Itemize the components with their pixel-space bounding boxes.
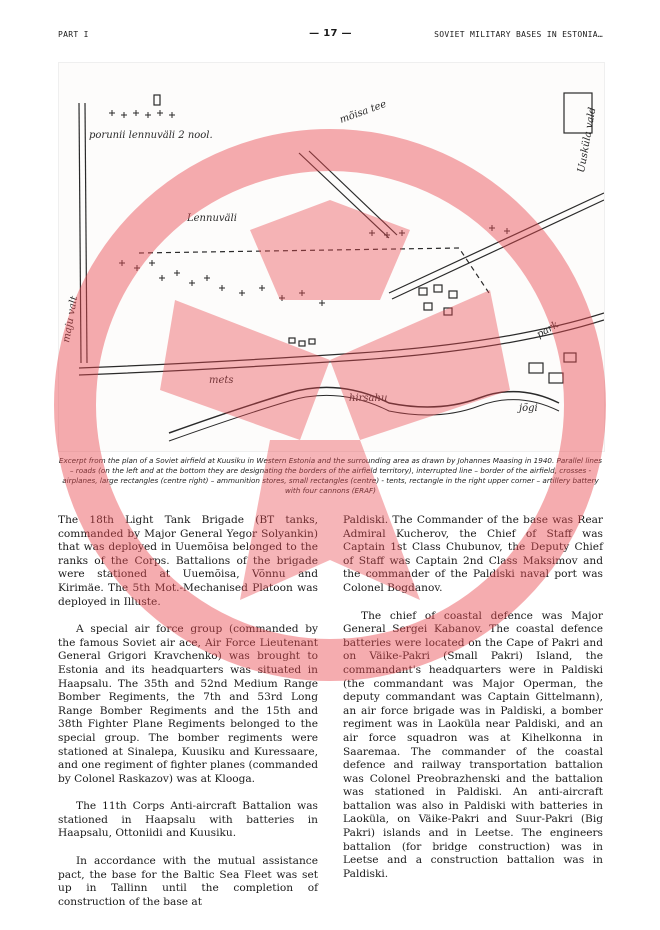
hand-drawn-map [59, 63, 604, 451]
page-number: — 17 — [309, 28, 352, 39]
map-label-poruni: porunii lennuväli 2 nool. [89, 130, 213, 141]
map-label-park: park [535, 319, 561, 341]
map-label-lennuvali: Lennuväli [187, 213, 237, 224]
paragraph: A special air force group (commanded by the famous Soviet air ace, Air Force Lieutenant General Grigori Kravchenko) was brought to Estonia and its headquarters was situated in Haapsalu. The 35th and 52nd Medium Range Bomber Regiments, the 7th and 53rd Long Range Bomber Regiments and the 15th and 38th Fighter Plane Regiments belonged to the special group. The bomber regiments were stationed at Sinalepa, Kuusiku and Kuressaare, and one regiment of fighter planes (commanded by Colonel Raskazov) was at Klooga. [58, 623, 318, 785]
map-label-moisa-tee: mõisa tee [338, 98, 388, 126]
paragraph: The 18th Light Tank Brigade (BT tanks, commanded by Major General Yegor Solyankin) that was deployed in Uuemõisa belonged to the ranks of the Corps. Battalions of the brigade were stationed at Uuemõisa, Võnnu and Kirimäe. The 5th Mot.-Mechanised Platoon was deployed in Illuste. [58, 514, 318, 608]
left-column [58, 514, 318, 923]
map-label-right-margin: Uusküla vald [576, 106, 599, 174]
map-label-jogi: jõgi [519, 403, 538, 414]
right-column [343, 514, 603, 895]
paragraph: In accordance with the mutual assistance pact, the base for the Baltic Sea Fleet was set up in Tallinn until the completion of construction of the base at [58, 855, 318, 908]
map-label-mets: mets [209, 375, 234, 386]
airfield-map-figure [58, 62, 605, 452]
paragraph: The chief of coastal defence was Major General Sergei Kabanov. The coastal defence batteries were located on the Cape of Pakri and on Väike-Pakri (Small Pakri) Island, the commandant's headquarters were in Paldiski (the commandant was Major Operman, the deputy commandant was Captain Gittelmann), an air force brigade was in Paldiski, a bomber regiment was in Laoküla near Paldiski, and an air force squadron was at Kihelkonna in Saaremaa. The commander of the coastal defence and railway transportation battalion was Colonel Preobrazhenski and the battalion was stationed in Paldiski. An anti-aircraft battalion was also in Paldiski with batteries in Laoküla, on Väike-Pakri and Suur-Pakri (Big Pakri) islands and in Leetse. The engineers battalion (for bridge construction) was in Leetse and a construction battalion was in Paldiski. [343, 609, 603, 880]
map-label-left-margin: maju valt [61, 295, 81, 344]
map-label-hirsahu: hirsahu [349, 393, 388, 404]
header-running-title: SOVIET MILITARY BASES IN ESTONIA… [434, 30, 603, 39]
figure-caption: Excerpt from the plan of a Soviet airfield at Kuusiku in Western Estonia and the surrounding area as drawn by Johannes Maasing in 1940. Parallel lines – roads (on the left and at the bottom they are designating the borders of the airfield territory), interrupted line – border of the airfield, crosses - airplanes, large rectangles (centre right) – ammunition stores, small rectangles (centre) - tents, rectangle in the right upper corner – artillery battery with four cannons (ERAF) [58, 456, 603, 495]
header-part-label: PART I [58, 30, 89, 39]
paragraph: The 11th Corps Anti-aircraft Battalion was stationed in Haapsalu with batteries in Haapsalu, Ottoniidi and Kuusiku. [58, 800, 318, 840]
paragraph: Paldiski. The Commander of the base was Rear Admiral Kucherov, the Chief of Staff was Captain 1st Class Chubunov, the Deputy Chief of Staff was Captain 2nd Class Maksimov and the commander of the Paldiski naval port was Colonel Bogdanov. [343, 514, 603, 594]
page-header [58, 30, 603, 46]
